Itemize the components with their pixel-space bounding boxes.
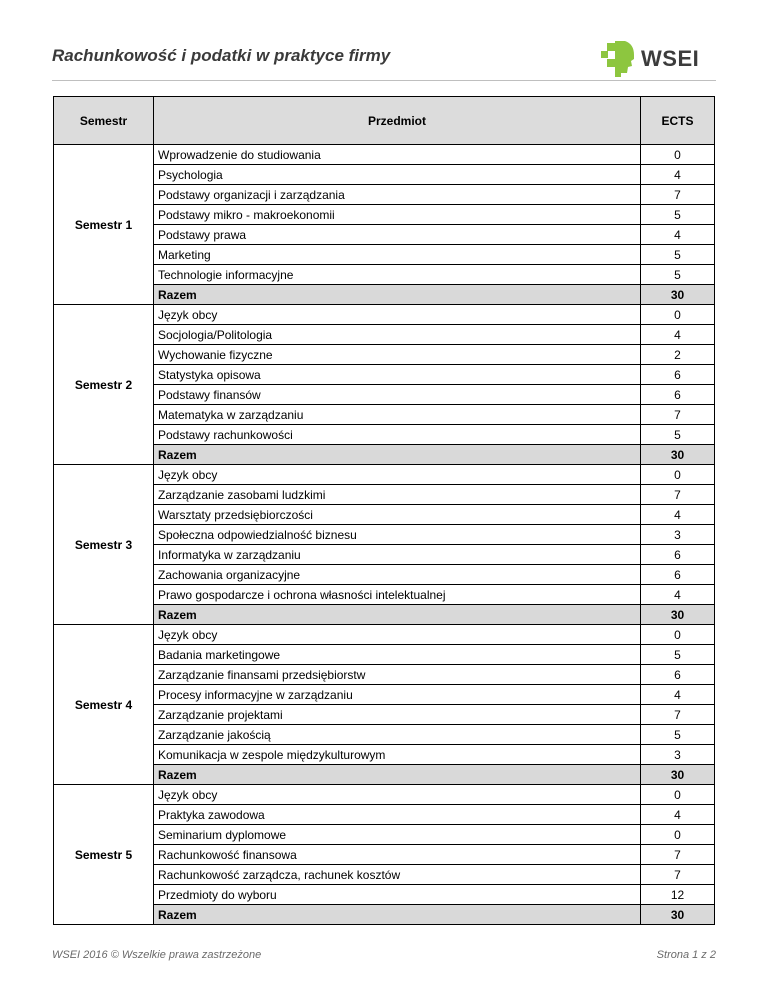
subject-cell: Zarządzanie finansami przedsiębiorstw xyxy=(154,665,641,685)
table-row xyxy=(54,705,715,725)
total-ects: 30 xyxy=(641,765,715,785)
subject-cell: Zarządzanie projektami xyxy=(154,705,641,725)
table-row xyxy=(54,745,715,765)
subject-cell: Praktyka zawodowa xyxy=(154,805,641,825)
table-row xyxy=(54,585,715,605)
ects-cell: 6 xyxy=(641,545,715,565)
subject-cell: Warsztaty przedsiębiorczości xyxy=(154,505,641,525)
table-row xyxy=(54,465,715,485)
subject-cell: Język obcy xyxy=(154,625,641,645)
subject-cell: Komunikacja w zespole międzykulturowym xyxy=(154,745,641,765)
subject-cell: Matematyka w zarządzaniu xyxy=(154,405,641,425)
table-row xyxy=(54,525,715,545)
ects-cell: 7 xyxy=(641,845,715,865)
ects-cell: 4 xyxy=(641,325,715,345)
table-row xyxy=(54,405,715,425)
subject-cell: Informatyka w zarządzaniu xyxy=(154,545,641,565)
semester-label: Semestr 2 xyxy=(54,305,154,465)
header-divider xyxy=(52,80,716,81)
total-ects: 30 xyxy=(641,905,715,925)
table-row xyxy=(54,225,715,245)
table-row xyxy=(54,825,715,845)
logo-text: WSEI xyxy=(641,46,700,71)
subject-cell: Przedmioty do wyboru xyxy=(154,885,641,905)
table-row xyxy=(54,865,715,885)
table-row xyxy=(54,565,715,585)
document-title: Rachunkowość i podatki w praktyce firmy xyxy=(52,46,391,65)
subject-cell: Rachunkowość finansowa xyxy=(154,845,641,865)
subject-cell: Wychowanie fizyczne xyxy=(154,345,641,365)
table-row xyxy=(54,665,715,685)
subject-cell: Język obcy xyxy=(154,465,641,485)
table-row xyxy=(54,625,715,645)
ects-cell: 7 xyxy=(641,865,715,885)
ects-cell: 5 xyxy=(641,725,715,745)
ects-cell: 0 xyxy=(641,305,715,325)
subject-cell: Podstawy rachunkowości xyxy=(154,425,641,445)
table-row xyxy=(54,305,715,325)
ects-cell: 4 xyxy=(641,585,715,605)
ects-cell: 4 xyxy=(641,805,715,825)
ects-cell: 5 xyxy=(641,425,715,445)
ects-cell: 4 xyxy=(641,165,715,185)
total-ects: 30 xyxy=(641,285,715,305)
ects-cell: 6 xyxy=(641,565,715,585)
ects-cell: 6 xyxy=(641,385,715,405)
table-row xyxy=(54,725,715,745)
table-header-row xyxy=(54,97,715,145)
ects-cell: 6 xyxy=(641,365,715,385)
subject-cell: Technologie informacyjne xyxy=(154,265,641,285)
ects-cell: 0 xyxy=(641,825,715,845)
table-row xyxy=(54,345,715,365)
ects-cell: 7 xyxy=(641,185,715,205)
ects-cell: 7 xyxy=(641,405,715,425)
subject-cell: Społeczna odpowiedzialność biznesu xyxy=(154,525,641,545)
table-row xyxy=(54,885,715,905)
total-ects: 30 xyxy=(641,605,715,625)
ects-cell: 3 xyxy=(641,745,715,765)
ects-cell: 0 xyxy=(641,145,715,165)
total-label: Razem xyxy=(154,285,641,305)
semester-label: Semestr 5 xyxy=(54,785,154,925)
table-row xyxy=(54,685,715,705)
subject-cell: Zarządzanie zasobami ludzkimi xyxy=(154,485,641,505)
table-row xyxy=(54,485,715,505)
ects-cell: 4 xyxy=(641,225,715,245)
total-label: Razem xyxy=(154,445,641,465)
ects-cell: 4 xyxy=(641,685,715,705)
table-row xyxy=(54,205,715,225)
subject-cell: Zachowania organizacyjne xyxy=(154,565,641,585)
subject-cell: Podstawy mikro - makroekonomii xyxy=(154,205,641,225)
total-label: Razem xyxy=(154,905,641,925)
table-row xyxy=(54,545,715,565)
subject-cell: Podstawy finansów xyxy=(154,385,641,405)
ects-cell: 0 xyxy=(641,625,715,645)
ects-cell: 5 xyxy=(641,265,715,285)
table-row xyxy=(54,505,715,525)
footer-copyright: WSEI 2016 © Wszelkie prawa zastrzeżone xyxy=(52,949,262,961)
subject-cell: Statystyka opisowa xyxy=(154,365,641,385)
subject-cell: Psychologia xyxy=(154,165,641,185)
table-row xyxy=(54,145,715,165)
total-label: Razem xyxy=(154,605,641,625)
table-row xyxy=(54,325,715,345)
ects-cell: 4 xyxy=(641,505,715,525)
wsei-logo xyxy=(601,41,699,77)
wsei-head-icon xyxy=(601,41,635,77)
total-row xyxy=(54,765,715,785)
semester-label: Semestr 3 xyxy=(54,465,154,625)
table-row xyxy=(54,805,715,825)
ects-cell: 7 xyxy=(641,705,715,725)
ects-cell: 0 xyxy=(641,785,715,805)
table-row xyxy=(54,385,715,405)
total-row xyxy=(54,905,715,925)
table-row xyxy=(54,365,715,385)
subject-cell: Język obcy xyxy=(154,305,641,325)
semester-label: Semestr 4 xyxy=(54,625,154,785)
subject-cell: Rachunkowość zarządcza, rachunek kosztów xyxy=(154,865,641,885)
table-row xyxy=(54,425,715,445)
table-row xyxy=(54,165,715,185)
table-row xyxy=(54,185,715,205)
ects-cell: 3 xyxy=(641,525,715,545)
table-row xyxy=(54,265,715,285)
header-semester: Semestr xyxy=(54,97,154,145)
subject-cell: Marketing xyxy=(154,245,641,265)
ects-cell: 12 xyxy=(641,885,715,905)
ects-cell: 5 xyxy=(641,205,715,225)
ects-cell: 6 xyxy=(641,665,715,685)
total-ects: 30 xyxy=(641,445,715,465)
table-row xyxy=(54,645,715,665)
total-row xyxy=(54,445,715,465)
subject-cell: Badania marketingowe xyxy=(154,645,641,665)
subject-cell: Podstawy prawa xyxy=(154,225,641,245)
curriculum-table xyxy=(53,96,715,925)
table-row xyxy=(54,845,715,865)
table-row xyxy=(54,785,715,805)
subject-cell: Socjologia/Politologia xyxy=(154,325,641,345)
subject-cell: Zarządzanie jakością xyxy=(154,725,641,745)
subject-cell: Procesy informacyjne w zarządzaniu xyxy=(154,685,641,705)
footer-page-number: Strona 1 z 2 xyxy=(656,949,716,961)
ects-cell: 2 xyxy=(641,345,715,365)
table-row xyxy=(54,245,715,265)
subject-cell: Wprowadzenie do studiowania xyxy=(154,145,641,165)
ects-cell: 5 xyxy=(641,645,715,665)
ects-cell: 5 xyxy=(641,245,715,265)
subject-cell: Podstawy organizacji i zarządzania xyxy=(154,185,641,205)
subject-cell: Seminarium dyplomowe xyxy=(154,825,641,845)
subject-cell: Język obcy xyxy=(154,785,641,805)
header-ects: ECTS xyxy=(641,97,715,145)
total-row xyxy=(54,285,715,305)
ects-cell: 7 xyxy=(641,485,715,505)
semester-label: Semestr 1 xyxy=(54,145,154,305)
ects-cell: 0 xyxy=(641,465,715,485)
subject-cell: Prawo gospodarcze i ochrona własności intelektualnej xyxy=(154,585,641,605)
total-row xyxy=(54,605,715,625)
header-subject: Przedmiot xyxy=(154,97,641,145)
total-label: Razem xyxy=(154,765,641,785)
